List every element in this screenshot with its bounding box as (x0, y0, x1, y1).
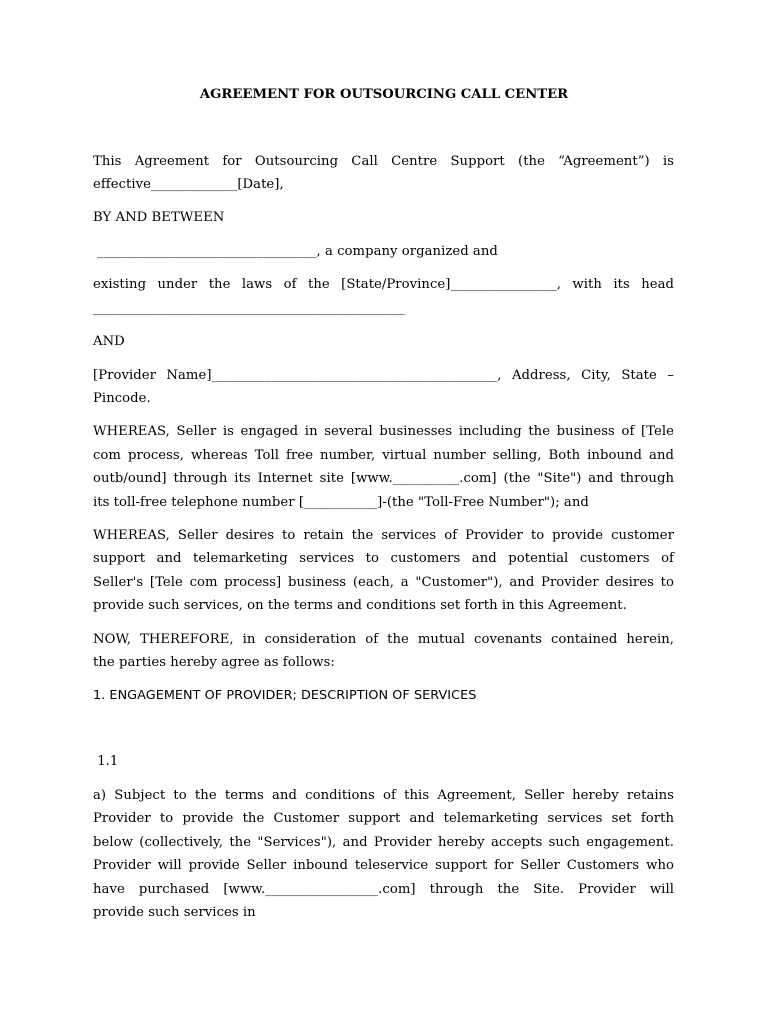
paragraph-line: Provider to provide the Customer support and telemarketing services set forth (93, 811, 674, 826)
paragraph-line: effective_____________[Date], (93, 177, 284, 192)
paragraph-line: Provider will provide Seller inbound teleservice support for Seller Customers who (93, 858, 674, 873)
paragraph-line: com process, whereas Toll free number, virtual number selling, Both inbound and (93, 448, 674, 463)
paragraph-line: _________________________________, a company organized and (93, 244, 498, 259)
paragraph-line: _______________________________________________ (93, 301, 406, 316)
paragraph-line: its toll-free telephone number [___________]-(the "Toll-Free Number"); and (93, 495, 589, 510)
paragraph-line: existing under the laws of the [State/Province]________________, with its head (93, 277, 674, 292)
paragraph-line: outb/ound] through its Internet site [www.__________.com] (the "Site") and through (93, 471, 674, 486)
paragraph-line: a) Subject to the terms and conditions of this Agreement, Seller hereby retains (93, 788, 674, 803)
paragraph-line: below (collectively, the "Services"), and Provider hereby accepts such engagement. (93, 835, 674, 850)
paragraph-line: have purchased [www._________________.com] through the Site. Provider will (93, 882, 674, 897)
paragraph-line: NOW, THEREFORE, in consideration of the mutual covenants contained herein, (93, 632, 674, 647)
paragraph-line: WHEREAS, Seller is engaged in several businesses including the business of [Tele (93, 424, 674, 439)
paragraph-line: support and telemarketing services to customers and potential customers of (93, 551, 674, 566)
document-title: AGREEMENT FOR OUTSOURCING CALL CENTER (199, 87, 569, 102)
paragraph-line: WHEREAS, Seller desires to retain the services of Provider to provide customer (93, 528, 674, 543)
section-heading: 1. ENGAGEMENT OF PROVIDER; DESCRIPTION OF SERVICES (93, 688, 477, 703)
paragraph-line: This Agreement for Outsourcing Call Centre Support (the “Agreement”) is (93, 154, 674, 169)
paragraph-line: BY AND BETWEEN (93, 210, 225, 225)
paragraph-line: provide such services, on the terms and conditions set forth in this Agreement. (93, 598, 627, 613)
paragraph-line: Pincode. (93, 391, 151, 406)
paragraph-line: provide such services in (93, 905, 256, 920)
paragraph-line: Seller's [Tele com process] business (each, a "Customer"), and Provider desires to (93, 575, 674, 590)
paragraph-line: the parties hereby agree as follows: (93, 655, 335, 670)
subsection-number: 1.1 (93, 754, 119, 769)
paragraph-line: [Provider Name]___________________________________________, Address, City, State – (93, 368, 674, 383)
paragraph-line: AND (93, 334, 125, 349)
